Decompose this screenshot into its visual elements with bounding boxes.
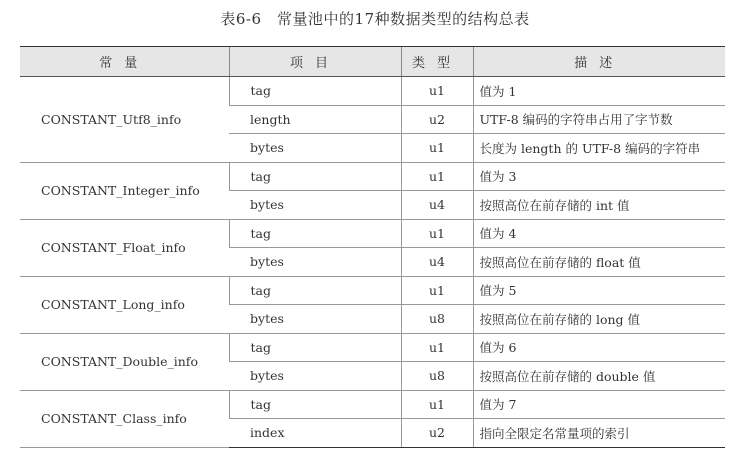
item-cell: tag xyxy=(229,162,401,191)
item-cell: bytes xyxy=(229,191,401,220)
description-cell: 值为 4 xyxy=(473,219,725,248)
item-cell: bytes xyxy=(229,248,401,277)
constant-name-cell: CONSTANT_Double_info xyxy=(20,333,229,390)
description-cell: 按照高位在前存储的 float 值 xyxy=(473,248,725,277)
type-cell: u4 xyxy=(401,248,473,277)
table-row xyxy=(20,219,725,248)
header-constant: 常量 xyxy=(20,47,229,77)
type-cell: u4 xyxy=(401,191,473,220)
type-cell: u1 xyxy=(401,77,473,106)
item-cell: tag xyxy=(229,390,401,419)
type-cell: u8 xyxy=(401,362,473,391)
item-cell: index xyxy=(229,419,401,448)
type-cell: u1 xyxy=(401,276,473,305)
header-type: 类型 xyxy=(401,47,473,77)
item-cell: bytes xyxy=(229,134,401,163)
description-cell: 按照高位在前存储的 long 值 xyxy=(473,305,725,334)
description-cell: 按照高位在前存储的 double 值 xyxy=(473,362,725,391)
type-cell: u8 xyxy=(401,305,473,334)
constant-name-cell: CONSTANT_Float_info xyxy=(20,219,229,276)
table-row xyxy=(20,77,725,106)
description-cell: 值为 1 xyxy=(473,77,725,106)
description-cell: 值为 3 xyxy=(473,162,725,191)
table-body xyxy=(20,77,725,448)
type-cell: u2 xyxy=(401,105,473,134)
item-cell: tag xyxy=(229,77,401,106)
constant-name-cell: CONSTANT_Long_info xyxy=(20,276,229,333)
type-cell: u1 xyxy=(401,134,473,163)
description-cell: 值为 6 xyxy=(473,333,725,362)
item-cell: bytes xyxy=(229,305,401,334)
item-cell: tag xyxy=(229,219,401,248)
table-row xyxy=(20,162,725,191)
table-caption: 表6-6 常量池中的17种数据类型的结构总表 xyxy=(220,10,530,28)
description-cell: 长度为 length 的 UTF-8 编码的字符串 xyxy=(473,134,725,163)
description-cell: 按照高位在前存储的 int 值 xyxy=(473,191,725,220)
constant-name-cell: CONSTANT_Utf8_info xyxy=(20,77,229,163)
type-cell: u2 xyxy=(401,419,473,448)
table-row xyxy=(20,276,725,305)
description-cell: 指向全限定名常量项的索引 xyxy=(473,419,725,448)
type-cell: u1 xyxy=(401,219,473,248)
constant-name-cell: CONSTANT_Integer_info xyxy=(20,162,229,219)
type-cell: u1 xyxy=(401,333,473,362)
header-item: 项目 xyxy=(229,47,401,77)
item-cell: length xyxy=(229,105,401,134)
type-cell: u1 xyxy=(401,162,473,191)
description-cell: 值为 5 xyxy=(473,276,725,305)
header-row xyxy=(20,47,725,77)
table-row xyxy=(20,333,725,362)
description-cell: 值为 7 xyxy=(473,390,725,419)
constant-name-cell: CONSTANT_Class_info xyxy=(20,390,229,447)
item-cell: bytes xyxy=(229,362,401,391)
item-cell: tag xyxy=(229,333,401,362)
description-cell: UTF-8 编码的字符串占用了字节数 xyxy=(473,105,725,134)
type-cell: u1 xyxy=(401,390,473,419)
table-row xyxy=(20,390,725,419)
constant-pool-table xyxy=(20,46,725,448)
item-cell: tag xyxy=(229,276,401,305)
header-description: 描述 xyxy=(473,47,725,77)
